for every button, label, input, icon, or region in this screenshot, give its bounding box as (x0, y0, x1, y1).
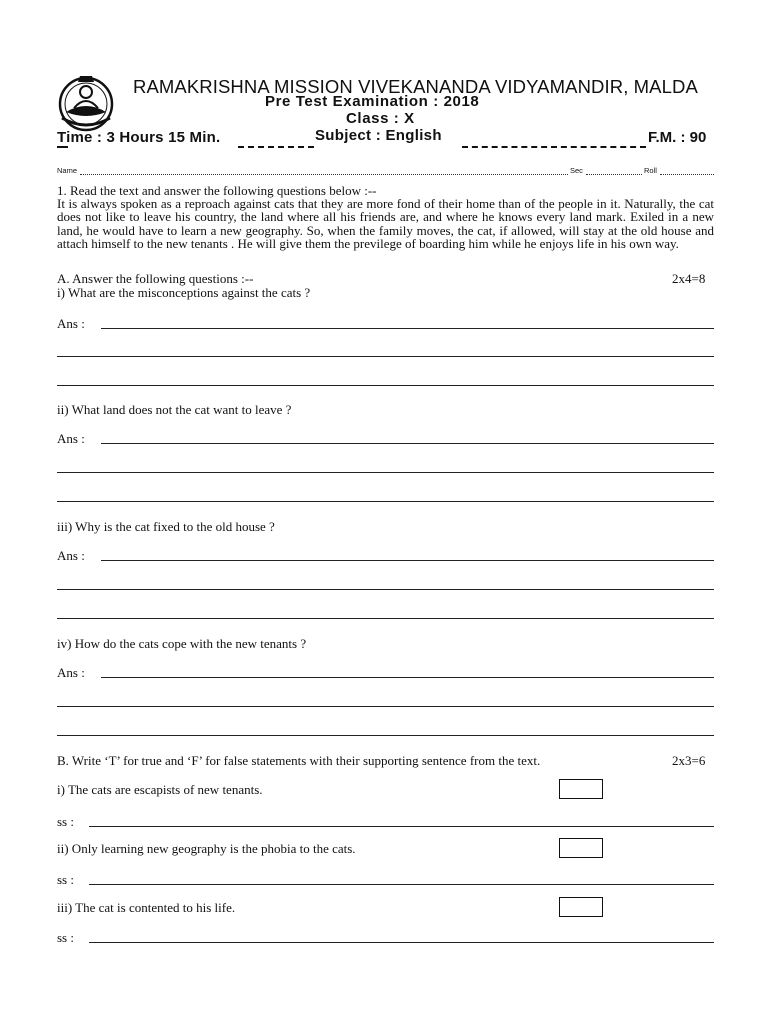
time-label: Time : 3 Hours 15 Min. (57, 129, 221, 146)
answer-label: Ans : (57, 665, 85, 680)
answer-label: Ans : (57, 548, 85, 563)
school-name: RAMAKRISHNA MISSION VIVEKANANDA VIDYAMANDIR, MALDA (133, 76, 698, 97)
answer-line[interactable] (57, 385, 714, 386)
header-rule (462, 146, 646, 148)
answer-label: Ans : (57, 316, 85, 331)
ss-label: ss : (57, 930, 74, 945)
question-item: iv) How do the cats cope with the new tenants ? (57, 636, 307, 651)
ss-label: ss : (57, 814, 74, 829)
true-false-box[interactable] (559, 897, 603, 917)
reading-passage: It is always spoken as a reproach against cats that they are more fond of their home than of the people in it. Naturally, the cat does not like to leave his country, the land where all his friends are, and where he knows every land mark. Exiled in a new land, he would have to learn a new geography. So, when the family moves, the cat, if allowed, will stay at the old house and attach himself to the new tenants . He will give them the previlege of boarding him while he enjoys life in his own way. (57, 196, 714, 252)
statement-item: iii) The cat is contented to his life. (57, 900, 236, 915)
full-marks-label: F.M. : 90 (648, 129, 707, 146)
section-a-heading: A. Answer the following questions :-- (57, 271, 254, 286)
mission-emblem-icon (56, 72, 116, 132)
answer-line[interactable] (101, 328, 714, 329)
statement-item: ii) Only learning new geography is the phobia to the cats. (57, 841, 356, 856)
answer-line[interactable] (101, 677, 714, 678)
answer-label: Ans : (57, 431, 85, 446)
name-field[interactable] (80, 174, 568, 175)
roll-label: Roll (644, 166, 657, 175)
section-b-marks: 2x3=6 (672, 753, 706, 768)
name-label: Name (57, 166, 78, 175)
answer-line[interactable] (57, 735, 714, 736)
answer-line[interactable] (57, 501, 714, 502)
answer-line[interactable] (101, 443, 714, 444)
ss-label: ss : (57, 872, 74, 887)
supporting-sentence-line[interactable] (89, 826, 714, 827)
section-a-marks: 2x4=8 (672, 271, 706, 286)
true-false-box[interactable] (559, 779, 603, 799)
answer-line[interactable] (101, 560, 714, 561)
answer-line[interactable] (57, 356, 714, 357)
question-instruction: 1. Read the text and answer the following questions below :-- (57, 183, 377, 198)
answer-line[interactable] (57, 618, 714, 619)
statement-item: i) The cats are escapists of new tenants. (57, 782, 263, 797)
class-label: Class : X (346, 110, 415, 127)
sec-field[interactable] (586, 174, 642, 175)
answer-line[interactable] (57, 706, 714, 707)
question-item: ii) What land does not the cat want to leave ? (57, 402, 292, 417)
answer-line[interactable] (57, 589, 714, 590)
supporting-sentence-line[interactable] (89, 884, 714, 885)
header-rule (57, 146, 68, 148)
roll-field[interactable] (660, 174, 714, 175)
section-b-heading: B. Write ‘T’ for true and ‘F’ for false statements with their supporting sentence from the text. (57, 753, 541, 768)
header-rule (238, 146, 314, 148)
sec-label: Sec (570, 166, 583, 175)
subject-label: Subject : English (315, 127, 442, 144)
true-false-box[interactable] (559, 838, 603, 858)
supporting-sentence-line[interactable] (89, 942, 714, 943)
question-item: i) What are the misconceptions against the cats ? (57, 285, 311, 300)
exam-title: Pre Test Examination : 2018 (265, 93, 480, 110)
answer-line[interactable] (57, 472, 714, 473)
question-item: iii) Why is the cat fixed to the old house ? (57, 519, 275, 534)
